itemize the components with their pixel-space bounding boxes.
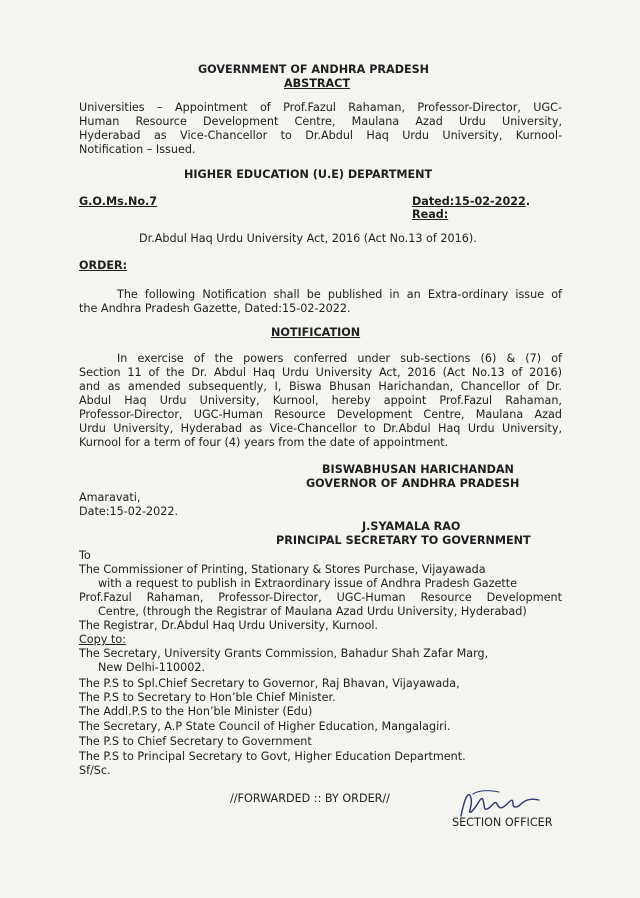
notification-line-4: Abdul Haq Urdu University, Kurnool, hereby appoint Prof.Fazul Rahaman, <box>79 394 562 407</box>
notification-line-2: Section 11 of the Dr. Abdul Haq Urdu University Act, 2016 (Act No.13 of 2016) <box>79 366 562 379</box>
notification-line-1: In exercise of the powers conferred under sub-sections (6) & (7) of <box>117 352 562 365</box>
forwarded-by-order: //FORWARDED :: BY ORDER// <box>230 792 390 805</box>
notification-line-5: Professor-Director, UGC-Human Resource Development Centre, Maulana Azad <box>79 408 562 421</box>
order-label: ORDER: <box>79 259 128 272</box>
abstract-line-3: Hyderabad as Vice-Chancellor to Dr.Abdul Haq Urdu University, Kurnool- <box>79 129 562 142</box>
order-line-1: The following Notification shall be published in an Extra-ordinary issue of <box>117 288 562 301</box>
to-line-4: Centre, (through the Registrar of Maulana Azad Urdu University, Hyderabad) <box>98 605 527 618</box>
go-number: G.O.Ms.No.7 <box>79 195 158 208</box>
to-line-1: The Commissioner of Printing, Stationary & Stores Purchase, Vijayawada <box>79 563 486 576</box>
order-date <box>412 195 530 209</box>
read-item: Dr.Abdul Haq Urdu University Act, 2016 (Act No.13 of 2016). <box>139 232 477 245</box>
notification-line-3: and as amended subsequently, I, Biswa Bhusan Harichandan, Chancellor of Dr. <box>79 380 562 393</box>
copy-to-label: Copy to: <box>79 633 126 646</box>
copy-line-6: The Secretary, A.P State Council of Higher Education, Mangalagiri. <box>79 720 451 733</box>
section-officer-label: SECTION OFFICER <box>452 816 553 829</box>
to-line-3: Prof.Fazul Rahaman, Professor-Director, UGC-Human Resource Development <box>79 591 562 604</box>
to-line-2: with a request to publish in Extraordinary issue of Andhra Pradesh Gazette <box>98 577 518 590</box>
abstract-heading: ABSTRACT <box>284 77 350 90</box>
order-date-value: Dated:15-02-2022 <box>412 195 526 208</box>
secretary-name: J.SYAMALA RAO <box>362 520 461 533</box>
government-heading: GOVERNMENT OF ANDHRA PRADESH <box>198 63 430 76</box>
copy-line-2: New Delhi-110002. <box>98 661 206 674</box>
to-line-5: The Registrar, Dr.Abdul Haq Urdu University, Kurnool. <box>79 619 378 632</box>
notification-line-6: Urdu University, Hyderabad as Vice-Chancellor to Dr.Abdul Haq Urdu University, <box>79 422 562 435</box>
place-date: Date:15-02-2022. <box>79 505 179 518</box>
abstract-line-4: Notification – Issued. <box>79 143 196 156</box>
read-label: Read: <box>412 208 449 221</box>
secretary-title: PRINCIPAL SECRETARY TO GOVERNMENT <box>276 534 531 547</box>
copy-line-9: Sf/Sc. <box>79 764 111 777</box>
order-line-2: the Andhra Pradesh Gazette, Dated:15-02-2022. <box>79 302 351 315</box>
to-label: To <box>79 549 91 562</box>
abstract-line-2: Human Resource Development Centre, Maulana Azad Urdu University, <box>79 115 562 128</box>
notification-line-7: Kurnool for a term of four (4) years from the date of appointment. <box>79 436 449 449</box>
governor-title: GOVERNOR OF ANDHRA PRADESH <box>306 477 520 490</box>
abstract-line-1: Universities – Appointment of Prof.Fazul Rahaman, Professor-Director, UGC- <box>79 101 562 114</box>
notification-heading: NOTIFICATION <box>271 326 361 339</box>
department-heading: HIGHER EDUCATION (U.E) DEPARTMENT <box>184 168 433 181</box>
copy-line-8: The P.S to Principal Secretary to Govt, Higher Education Department. <box>79 750 466 763</box>
copy-line-4: The P.S to Secretary to Hon’ble Chief Minister. <box>79 691 336 704</box>
governor-name: BISWABHUSAN HARICHANDAN <box>322 463 514 476</box>
copy-line-1: The Secretary, University Grants Commission, Bahadur Shah Zafar Marg, <box>79 647 489 660</box>
order-date-dot: . <box>525 195 531 208</box>
copy-line-3: The P.S to Spl.Chief Secretary to Governor, Raj Bhavan, Vijayawada, <box>79 677 460 690</box>
place: Amaravati, <box>79 491 141 504</box>
copy-line-5: The Addl.P.S to the Hon’ble Minister (Edu) <box>79 705 313 718</box>
copy-line-7: The P.S to Chief Secretary to Government <box>79 735 312 748</box>
